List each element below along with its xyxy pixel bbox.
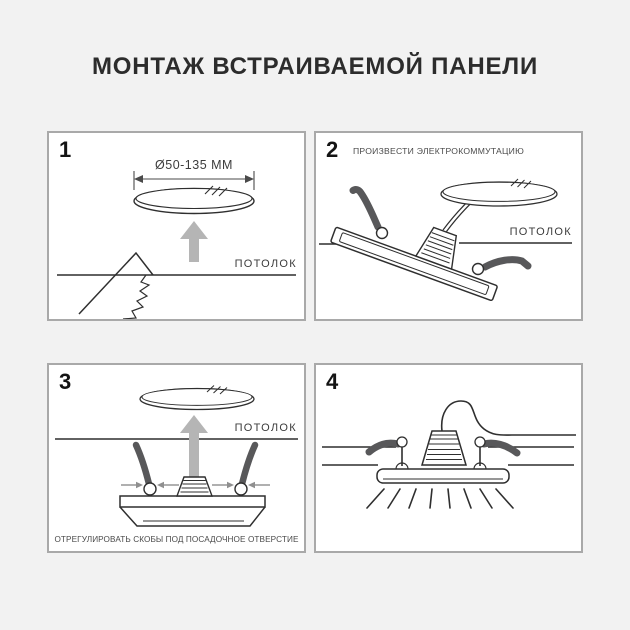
recessed-panel-body — [331, 196, 509, 301]
step-2-panel — [314, 131, 583, 321]
step-2-caption: ПРОИЗВЕСТИ ЭЛЕКТРОКОММУТАЦИЮ — [353, 146, 524, 156]
up-arrow-icon — [180, 221, 208, 262]
ceiling-label: ПОТОЛОК — [509, 226, 572, 238]
light-rays — [367, 489, 513, 508]
power-wire — [442, 401, 576, 435]
step-1-panel — [47, 131, 306, 321]
step-3-panel — [47, 363, 306, 553]
step-number: 3 — [59, 369, 72, 394]
driver-box — [177, 477, 212, 496]
diameter-dimension-label: Ø50-135 ММ — [155, 158, 233, 172]
panel-disc-icon — [441, 179, 557, 206]
step-number: 4 — [326, 369, 339, 394]
step-4-illustration — [316, 365, 581, 551]
page-title: МОНТАЖ ВСТРАИВАЕМОЙ ПАНЕЛИ — [92, 53, 538, 80]
step-number: 1 — [59, 137, 72, 162]
step-4-panel — [314, 363, 583, 553]
step-3-illustration — [49, 365, 304, 551]
panel-disc-icon — [134, 186, 254, 214]
step-3-caption: ОТРЕГУЛИРОВАТЬ СКОБЫ ПОД ПОСАДОЧНОЕ ОТВЕРСТИЕ — [54, 535, 299, 544]
up-arrow-icon — [180, 415, 208, 477]
step-number: 2 — [326, 137, 339, 162]
ceiling-label: ПОТОЛОК — [234, 422, 297, 434]
ceiling-label: ПОТОЛОК — [234, 258, 297, 270]
dimension-arrow — [134, 171, 254, 190]
recessed-panel-body — [377, 469, 509, 483]
cutout-flap — [79, 253, 153, 319]
panel-disc-icon — [140, 386, 254, 410]
driver-box — [422, 431, 466, 465]
